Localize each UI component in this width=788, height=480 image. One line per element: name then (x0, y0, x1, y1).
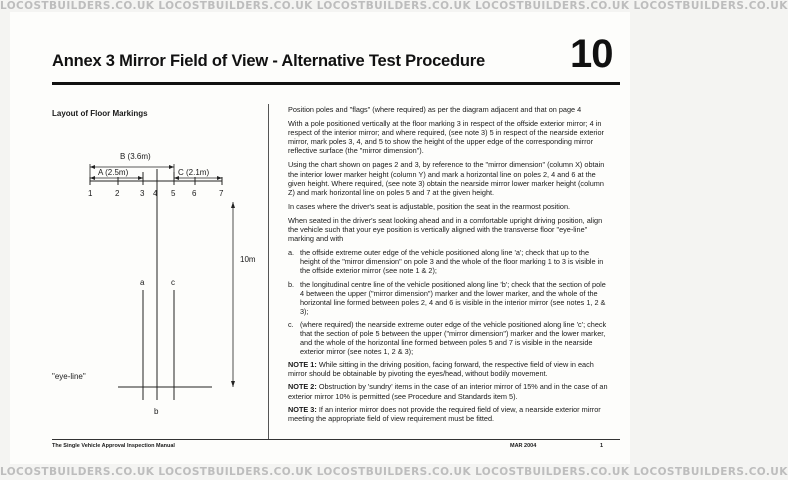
list-text: the longitudinal centre line of the vehicle positioned along line 'b'; check that the section of pole 4 between the upper ("mirror dimension") marker and the lower marker, and the whole of the horizontal line formed between poles 2, 4 and 6 is visible in the interior mirror (see notes 1, 2 & 3); (300, 279, 606, 316)
dimension-10m-label: 10m (240, 255, 256, 264)
watermark-text: LOCOSTBUILDERS.CO.UK (475, 0, 634, 12)
watermark-text: LOCOSTBUILDERS.CO.UK (633, 0, 788, 12)
watermark-text: LOCOSTBUILDERS.CO.UK (633, 466, 788, 478)
line-a-label: a (140, 278, 145, 287)
diagram-heading: Layout of Floor Markings (52, 109, 148, 118)
footer-page-number: 1 (600, 443, 604, 449)
footer-date: MAR 2004 (510, 443, 537, 449)
marker-label-2: 2 (115, 189, 120, 198)
list-letter: c. (288, 319, 294, 329)
list-item (288, 320, 610, 356)
line-b-label: b (154, 407, 159, 416)
page-title: Annex 3 Mirror Field of View - Alternative Test Procedure (52, 52, 485, 70)
watermark-text: LOCOSTBUILDERS.CO.UK (158, 466, 317, 478)
paragraph-chart-reference: Using the chart shown on pages 2 and 3, by reference to the "mirror dimension" (column X) obtain the interior lower marker height (column Y) and mark a horizontal line on poles 2, 4 and 6 at the given height. Where required, (see note 3) obtain the nearside mirror lower marker height (column Z) and mark horizontal line on poles 5 and 7 at the given height. (288, 160, 605, 197)
paragraph-position-poles: Position poles and "flags" (where required) as per the diagram adjacent and that on page 4 (288, 105, 582, 114)
list-letter: b. (288, 279, 295, 289)
note-text: If an interior mirror does not provide the required field of view, a nearside exterior mirror meeting the appropriate field of view requirement must be fitted. (288, 404, 601, 423)
column-divider (268, 104, 269, 439)
paragraph-seat-adjustment: In cases where the driver's seat is adjustable, position the seat in the rearmost position. (288, 201, 571, 211)
list-text: (where required) the nearside extreme outer edge of the vehicle positioned along line 'c'; check that the section of pole 5 between the upper ("mirror dimension") marker and the lower marker, and the whole of the horizontal line formed between poles 5 and 7 is visible in the nearside exterior mirror (see notes 1, 2 & 3); (300, 319, 607, 357)
note-text: While sitting in the driving position, facing forward, the respective field of view in each mirror should be obtainable by pivoting the eyes/head, without bodily movement. (288, 360, 594, 379)
procedure-text (288, 105, 610, 427)
watermark-text: LOCOSTBUILDERS.CO.UK (0, 0, 159, 12)
paragraph-alignment: When seated in the driver's seat looking ahead and in a comfortable upright driving position, align the vehicle such that your eye position is vertically aligned with the transverse floor "eye-line" marking and with (288, 215, 603, 244)
marker-label-3: 3 (140, 189, 145, 198)
watermark-bottom (0, 466, 788, 478)
list-text: the offside extreme outer edge of the vehicle positioned along line 'a'; check that up to the height of the "mirror dimension" on pole 3 and the whole of the floor marking 1 to 3 is visible in the offside exterior mirror (see note 1 & 2); (300, 248, 604, 276)
note-3 (288, 405, 610, 423)
list-letter: a. (288, 248, 295, 258)
marker-label-1: 1 (88, 189, 93, 198)
marker-label-5: 5 (171, 189, 176, 198)
dimension-c-label: C (2.1m) (178, 168, 210, 177)
dimension-10m-arrow-bottom (231, 381, 235, 387)
note-label: NOTE 3: (288, 404, 317, 414)
dimension-10m-arrow-top (231, 202, 235, 208)
dimension-a-arrow-left (90, 176, 95, 180)
watermark-text: LOCOSTBUILDERS.CO.UK (316, 0, 476, 12)
dimension-c-arrow-right (217, 176, 222, 180)
marker-label-6: 6 (192, 189, 197, 198)
list-item (288, 280, 610, 316)
floor-markings-diagram (10, 12, 268, 464)
dimension-a-arrow-right (138, 176, 143, 180)
note-label: NOTE 2: (288, 382, 317, 392)
watermark-text: LOCOSTBUILDERS.CO.UK (0, 466, 159, 478)
dimension-b-arrow-left (90, 165, 95, 169)
note-1 (288, 360, 610, 378)
note-2 (288, 382, 610, 400)
annex-number: 10 (570, 32, 613, 76)
line-c-label: c (171, 278, 175, 287)
dimension-b-label: B (3.6m) (120, 152, 151, 161)
dimension-b-arrow-right (169, 165, 174, 169)
list-item (288, 248, 610, 275)
watermark-top (0, 0, 788, 12)
watermark-text: LOCOSTBUILDERS.CO.UK (475, 466, 634, 478)
watermark-text: LOCOSTBUILDERS.CO.UK (316, 466, 476, 478)
paragraph-pole-positioning: With a pole positioned vertically at the floor marking 3 in respect of the offside exterior mirror; 4 in respect of the interior mirror; and where required, (see note 3) 5 in respect of the nearside exterior mirror, mark poles 3, 4, and 5 to show the height of the upper edge of the corresponding mirror reflective surface (the "mirror dimension"). (288, 119, 604, 156)
footer-rule (52, 439, 620, 440)
document-page (10, 12, 630, 464)
footer-manual-title: The Single Vehicle Approval Inspection Manual (52, 443, 175, 449)
note-label: NOTE 1: (288, 360, 317, 370)
marker-label-4: 4 (153, 189, 158, 198)
eye-line-label: "eye-line" (52, 372, 86, 381)
watermark-text: LOCOSTBUILDERS.CO.UK (158, 0, 317, 12)
marker-label-7: 7 (219, 189, 224, 198)
note-text: Obstruction by 'sundry' items in the case of an interior mirror of 15% and in the case of an exterior mirror 10% is permitted (see Procedure and Standards item 5). (288, 382, 608, 401)
dimension-a-label: A (2.5m) (98, 168, 129, 177)
